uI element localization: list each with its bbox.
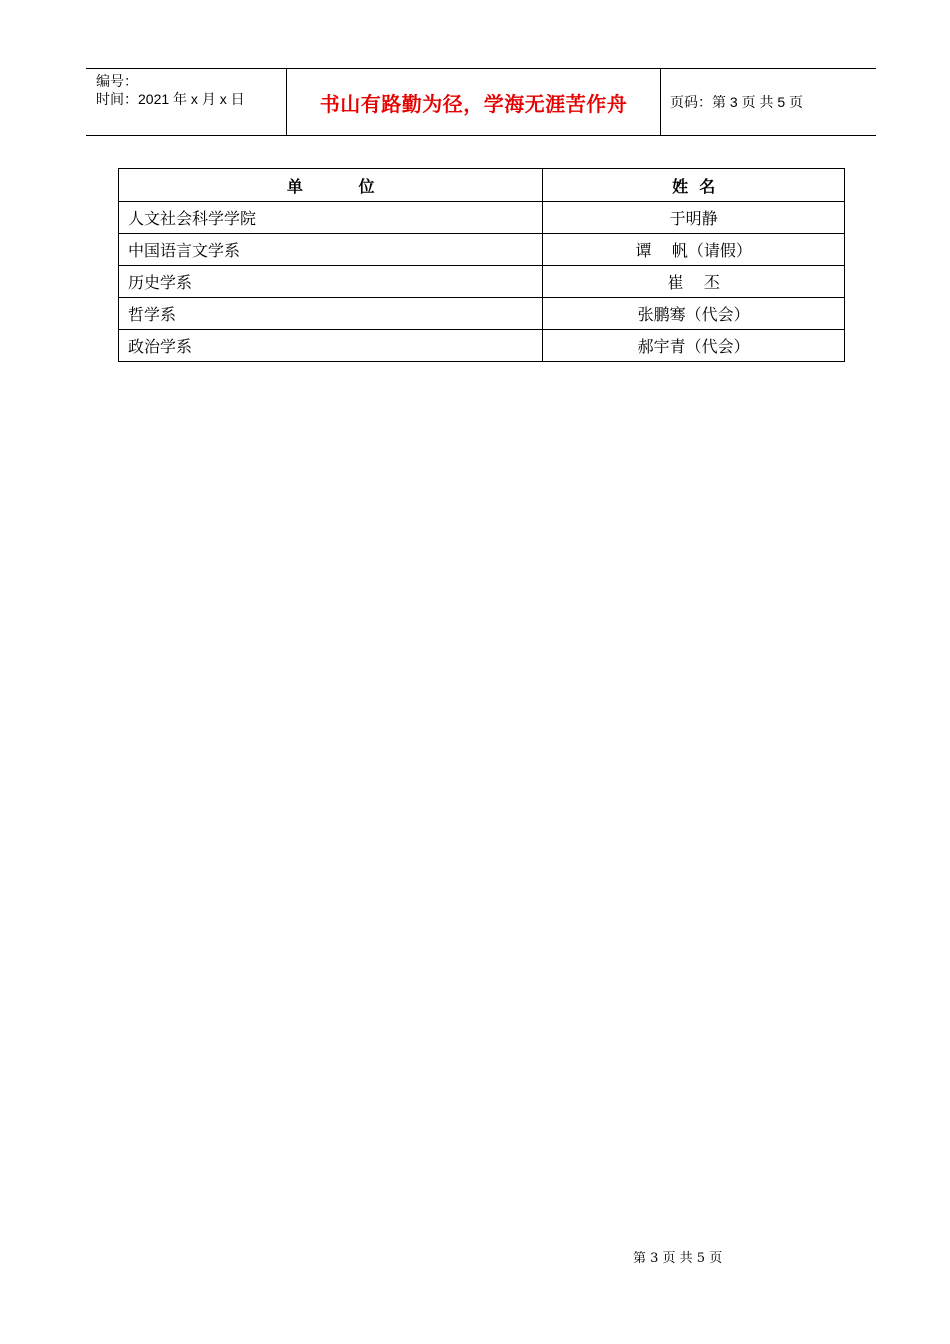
header-motto: 书山有路勤为径，学海无涯苦作舟 bbox=[287, 69, 661, 135]
name-cell: 张鹏骞（代会） bbox=[543, 298, 845, 330]
name-cell: 郝宇青（代会） bbox=[543, 330, 845, 362]
unit-cell: 人文社会科学学院 bbox=[119, 202, 543, 234]
column-header-name: 姓 名 bbox=[543, 169, 845, 202]
table-row bbox=[119, 266, 845, 298]
table-header-row bbox=[119, 169, 845, 202]
unit-cell: 中国语言文学系 bbox=[119, 234, 543, 266]
header-page-info: 页码：第 3 页 共 5 页 bbox=[670, 94, 804, 110]
time-label: 时间：2021 年 x 月 x 日 bbox=[96, 91, 245, 107]
name-cell: 于明静 bbox=[543, 202, 845, 234]
number-label: 编号： bbox=[96, 73, 138, 89]
roster-table bbox=[118, 168, 845, 362]
name-cell: 谭 帆（请假） bbox=[543, 234, 845, 266]
unit-cell: 哲学系 bbox=[119, 298, 543, 330]
table-row bbox=[119, 234, 845, 266]
column-header-unit: 单 位 bbox=[119, 169, 543, 202]
page-header bbox=[86, 68, 876, 136]
unit-cell: 历史学系 bbox=[119, 266, 543, 298]
table-row bbox=[119, 330, 845, 362]
table-row bbox=[119, 202, 845, 234]
name-cell: 崔 丕 bbox=[543, 266, 845, 298]
header-meta bbox=[86, 69, 287, 135]
table-row bbox=[119, 298, 845, 330]
page-footer: 第 3 页 共 5 页 bbox=[633, 1251, 723, 1266]
unit-cell: 政治学系 bbox=[119, 330, 543, 362]
